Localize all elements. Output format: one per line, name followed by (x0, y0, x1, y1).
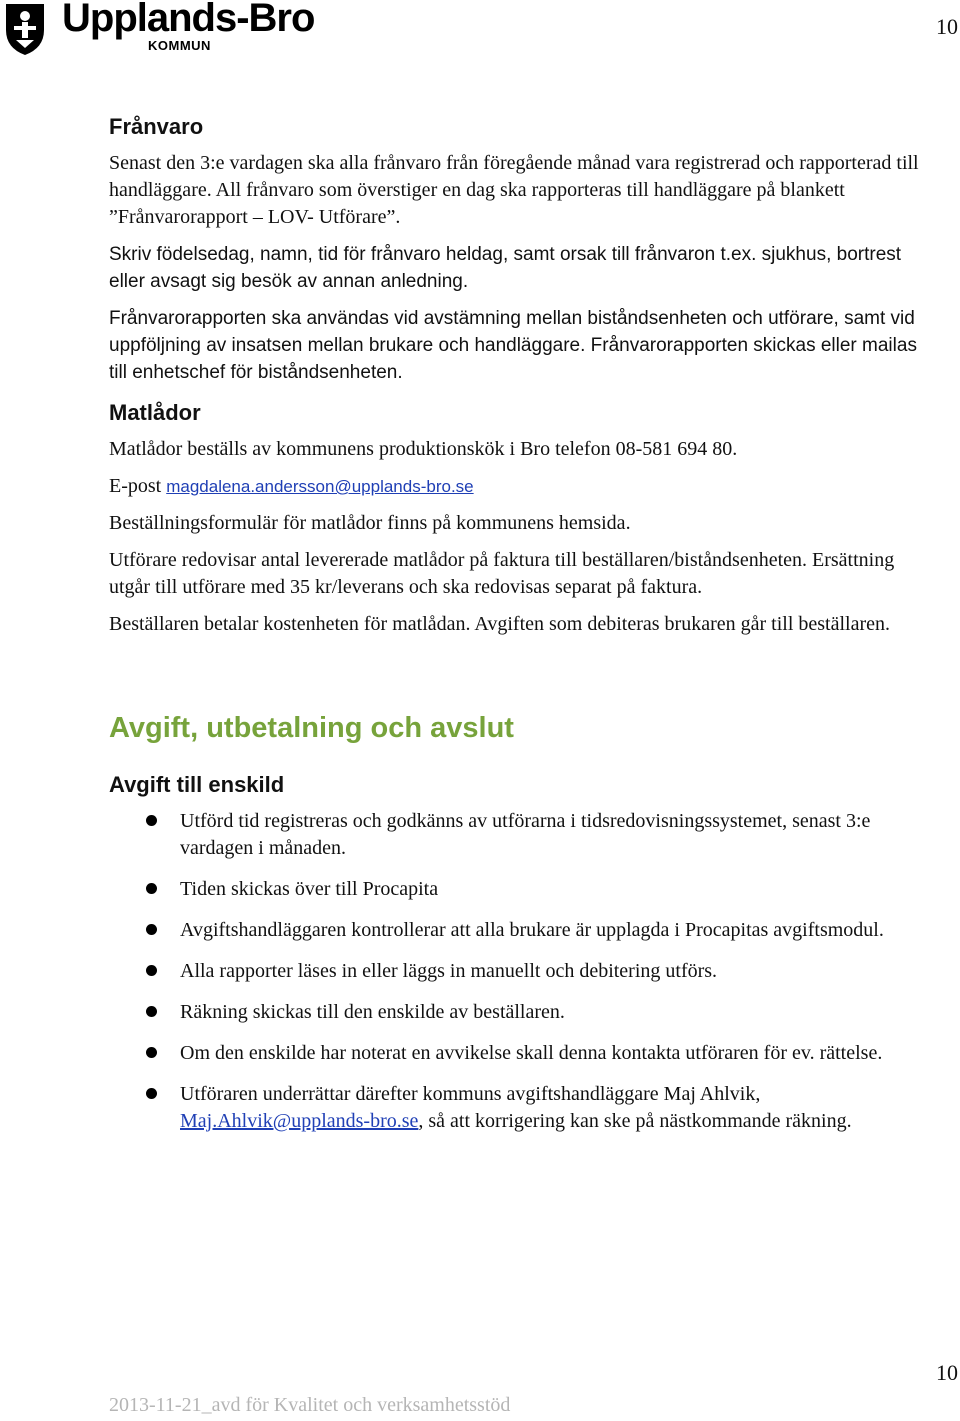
page-number-bottom: 10 (936, 1360, 958, 1385)
page-number-top: 10 (936, 14, 958, 39)
matlador-paragraph-4: Utförare redovisar antal levererade matlådor på faktura till beställaren/biståndsenheten. Ersättning utgår till utförare med 35 kr/leverans och ska redovisas separat på faktura. (109, 549, 895, 598)
matlador-paragraph-1: Matlådor beställs av kommunens produktionskök i Bro telefon 08-581 694 80. (109, 438, 738, 460)
bullet-icon (146, 815, 157, 826)
list-item: Tiden skickas över till Procapita (109, 876, 939, 903)
matlador-email-line (109, 473, 939, 500)
email-label: E-post (109, 475, 162, 497)
franvaro-paragraph-1: Senast den 3:e vardagen ska alla frånvaro från föregående månad vara registrerad och rapporterad till handläggare. All frånvaro som överstiger en dag ska rapporteras till handläggare på blankett ”Frånvarorapport – LOV- Utförare”. (109, 152, 919, 228)
coat-of-arms-icon (2, 2, 48, 56)
list-item: Avgiftshandläggaren kontrollerar att alla brukare är upplagda i Procapitas avgiftsmodul. (109, 917, 939, 944)
franvaro-paragraph-3: Frånvarorapporten ska användas vid avstämning mellan biståndsenheten och utförare, samt vid uppföljning av insatsen mellan brukare och handläggare. Frånvarorapporten skickas eller mailas till enhetschef för biståndsenheten. (109, 308, 917, 383)
bullet-icon (146, 1088, 157, 1099)
heading-avgift-enskild: Avgift till enskild (109, 772, 285, 797)
list-item: Om den enskilde har noterat en avvikelse skall denna kontakta utföraren för ev. rättelse. (109, 1040, 939, 1067)
logo-subtitle: KOMMUN (148, 38, 211, 53)
franvaro-paragraph-2: Skriv födelsedag, namn, tid för frånvaro heldag, samt orsak till frånvaron t.ex. sjukhus, bortrest eller avsagt sig besök av annan anledning. (109, 244, 902, 292)
bullet-icon (146, 1047, 157, 1058)
logo-name: Upplands-Bro (62, 0, 315, 40)
bullet-icon (146, 1006, 157, 1017)
matlador-paragraph-3: Beställningsformulär för matlådor finns på kommunens hemsida. (109, 512, 631, 534)
email-link[interactable]: magdalena.andersson@upplands-bro.se (166, 477, 474, 496)
heading-matlador: Matlådor (109, 400, 201, 425)
matlador-paragraph-5: Beställaren betalar kostenheten för matlådan. Avgiften som debiteras brukaren går till beställaren. (109, 613, 891, 635)
footer-note: 2013-11-21_avd för Kvalitet och verksamhetsstöd (109, 1394, 511, 1416)
bullet-icon (146, 883, 157, 894)
list-item: Räkning skickas till den enskilde av beställaren. (109, 999, 939, 1026)
bullet-icon (146, 965, 157, 976)
municipality-logo (0, 0, 330, 56)
document-body (109, 112, 939, 1149)
avgift-bullet-list (109, 808, 939, 1135)
list-item: Alla rapporter läses in eller läggs in manuellt och debitering utförs. (109, 958, 939, 985)
bullet-icon (146, 924, 157, 935)
list-item: Utföraren underrättar därefter kommuns avgiftshandläggare Maj Ahlvik, Maj.Ahlvik@upplands-bro.se, så att korrigering kan ske på nästkommande räkning. (109, 1081, 939, 1135)
list-item: Utförd tid registreras och godkänns av utförarna i tidsredovisningssystemet, senast 3:e vardagen i månaden. (109, 808, 939, 862)
avgift-email-link[interactable]: Maj.Ahlvik@upplands-bro.se (180, 1110, 419, 1132)
heading-avgift: Avgift, utbetalning och avslut (109, 712, 514, 744)
heading-franvaro: Frånvaro (109, 114, 204, 139)
